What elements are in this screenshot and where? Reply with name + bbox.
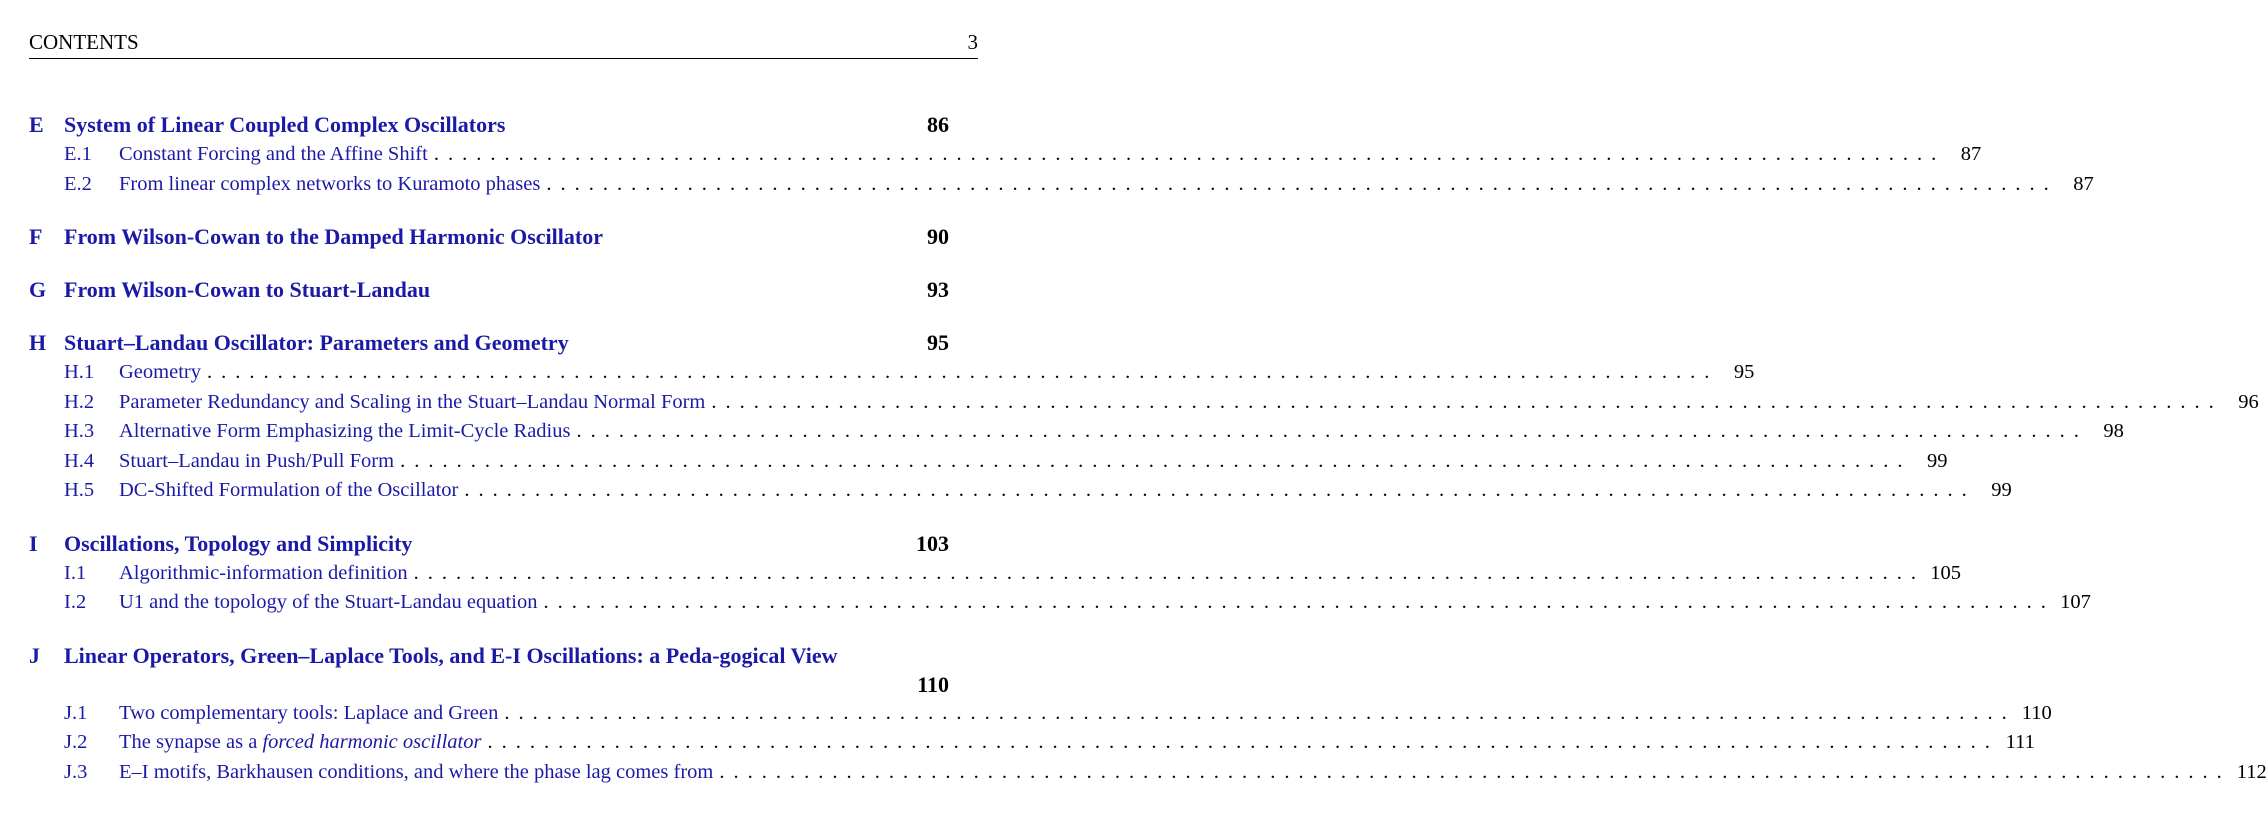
section-number: H.3 — [64, 420, 95, 442]
chapter-title: System of Linear Coupled Complex Oscillators — [64, 112, 506, 137]
chapter-letter: G — [29, 277, 47, 302]
chapter-page: 90 — [927, 224, 949, 249]
section-entry-link[interactable] — [29, 417, 2124, 447]
section-title: Algorithmic-information definition — [119, 561, 408, 584]
section-title: DC-Shifted Formulation of the Oscillator — [119, 479, 459, 501]
dot-leader: ........................................................................................................... — [576, 420, 2088, 442]
chapter-title: From Wilson-Cowan to Stuart-Landau — [64, 277, 431, 302]
dot-leader: ........................................................................................................... — [543, 591, 2055, 613]
dot-leader: ........................................................................................................... — [413, 561, 1926, 584]
section-entry-link[interactable] — [29, 728, 2035, 758]
chapter-letter: E — [29, 112, 44, 137]
section-number: H.5 — [64, 479, 95, 501]
table-of-contents — [29, 110, 2267, 787]
section-page: 95 — [1733, 361, 1755, 383]
section-page: 99 — [1991, 479, 2012, 501]
header-title: CONTENTS — [29, 30, 139, 54]
dot-leader: ........................................................................................................... — [504, 701, 2016, 724]
section-entry-link[interactable] — [29, 699, 2052, 729]
section-title: Parameter Redundancy and Scaling in the Stuart–Landau Normal Form — [119, 390, 706, 413]
section-page: 105 — [1930, 561, 1962, 584]
section-title: Geometry — [119, 361, 201, 383]
section-number: H.1 — [64, 361, 95, 383]
section-entry-link[interactable] — [29, 170, 2094, 200]
section-entry-link[interactable] — [29, 476, 2012, 506]
chapter-entry-link[interactable] — [29, 275, 949, 305]
chapter-page: 103 — [916, 530, 949, 556]
section-entry-link[interactable] — [29, 388, 2259, 418]
chapter-page: 93 — [927, 277, 949, 302]
section-page: 98 — [2103, 420, 2124, 442]
section-page: 110 — [2021, 701, 2052, 724]
section-page: 111 — [2005, 731, 2035, 753]
section-entry-link[interactable] — [29, 588, 2091, 618]
section-page: 107 — [2060, 591, 2091, 613]
section-number: I.2 — [64, 591, 87, 613]
section-title: Constant Forcing and the Affine Shift — [119, 143, 428, 165]
section-number: J.2 — [64, 731, 88, 753]
section-title: Two complementary tools: Laplace and Green — [119, 701, 499, 724]
section-number: I.1 — [64, 561, 87, 584]
section-entry-link[interactable] — [29, 758, 2267, 788]
section-title: From linear complex networks to Kuramoto phases — [119, 172, 541, 195]
toc-chapter-e — [29, 110, 2094, 199]
section-entry-link[interactable] — [29, 559, 1962, 589]
dot-leader: ........................................................................................................... — [487, 731, 1999, 753]
dot-leader: ........................................................................................................... — [433, 143, 1946, 165]
section-title: E–I motifs, Barkhausen conditions, and where the phase lag comes from — [119, 760, 714, 783]
section-title-prefix: The synapse as a — [119, 731, 263, 753]
section-title — [119, 728, 487, 758]
section-number: H.2 — [64, 390, 95, 413]
chapter-entry-link[interactable] — [29, 529, 949, 559]
chapter-title: From Wilson-Cowan to the Damped Harmonic Oscillator — [64, 224, 603, 249]
chapter-entry-link[interactable] — [29, 110, 949, 140]
section-number: J.3 — [64, 760, 88, 783]
section-entry-link[interactable] — [29, 358, 1755, 388]
dot-leader: ........................................................................................................... — [719, 760, 2231, 783]
toc-chapter-h — [29, 328, 2259, 506]
running-header — [29, 30, 978, 59]
chapter-page: 95 — [927, 330, 949, 355]
chapter-letter: F — [29, 224, 43, 249]
header-page-number: 3 — [967, 30, 978, 54]
dot-leader: ........................................................................................................... — [206, 361, 1719, 383]
section-number: H.4 — [64, 449, 95, 472]
section-page: 87 — [1960, 143, 1982, 165]
chapter-entry-link[interactable] — [29, 328, 949, 358]
chapter-title: Linear Operators, Green–Laplace Tools, and E-I Oscillations: a Peda-gogical View — [64, 642, 838, 668]
chapter-page: 86 — [927, 112, 949, 137]
toc-chapter-j — [29, 641, 2267, 788]
toc-chapter-i — [29, 529, 2091, 618]
section-page: 87 — [2073, 172, 2094, 195]
section-page: 112 — [2236, 760, 2267, 783]
section-title: Stuart–Landau in Push/Pull Form — [119, 449, 395, 472]
section-entry-link[interactable] — [29, 447, 1948, 477]
chapter-entry-link[interactable] — [29, 222, 949, 252]
section-number: E.2 — [64, 172, 92, 195]
dot-leader: ........................................................................................................... — [464, 479, 1976, 501]
chapter-letter: I — [29, 530, 38, 556]
dot-leader: ........................................................................................................... — [546, 172, 2058, 195]
section-number: J.1 — [64, 701, 88, 724]
chapter-title: Oscillations, Topology and Simplicity — [64, 530, 413, 556]
section-entry-link[interactable] — [29, 140, 1982, 170]
section-title: Alternative Form Emphasizing the Limit-Cycle Radius — [119, 420, 571, 442]
section-number: E.1 — [64, 143, 92, 165]
section-page: 96 — [2238, 390, 2259, 413]
chapter-letter: J — [29, 642, 40, 668]
chapter-entry-link[interactable] — [29, 641, 949, 699]
chapter-title: Stuart–Landau Oscillator: Parameters and Geometry — [64, 330, 569, 355]
toc-chapter-g — [29, 275, 949, 305]
toc-chapter-f — [29, 222, 949, 252]
chapter-letter: H — [29, 330, 47, 355]
chapter-page: 110 — [917, 671, 949, 697]
dot-leader: ........................................................................................................... — [711, 390, 2223, 413]
section-page: 99 — [1926, 449, 1948, 472]
dot-leader: ........................................................................................................... — [400, 449, 1912, 472]
section-title: U1 and the topology of the Stuart-Landau equation — [119, 591, 538, 613]
section-title-emphasis: forced harmonic oscillator — [262, 731, 482, 753]
